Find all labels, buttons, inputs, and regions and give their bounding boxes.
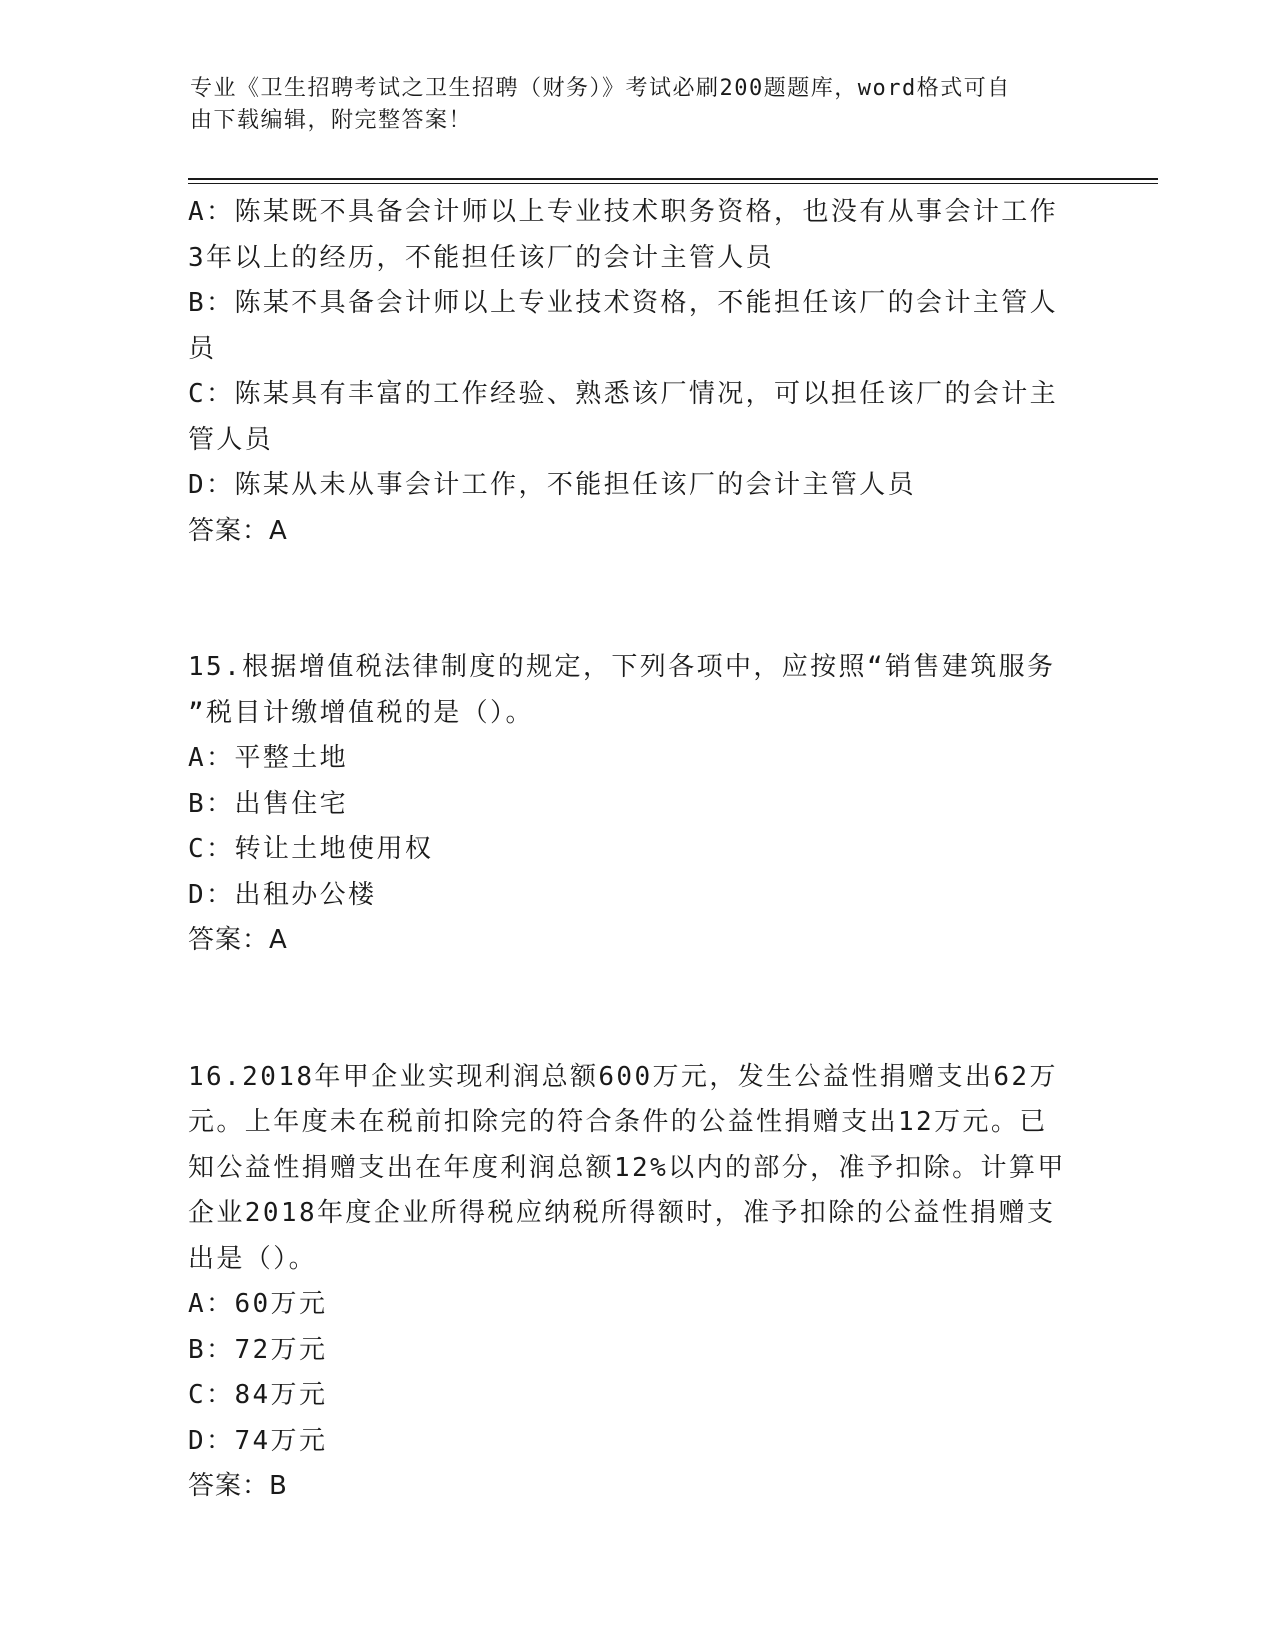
q16-stem-line-5: 出是（）。 bbox=[188, 1243, 318, 1274]
question-spacer bbox=[188, 964, 1088, 1055]
q15-answer: 答案：A bbox=[188, 925, 288, 955]
q16-stem-line-2: 元。上年度未在税前扣除完的符合条件的公益性捐赠支出12万元。已 bbox=[188, 1107, 1048, 1137]
question-15-block bbox=[188, 645, 1088, 964]
header-line-1: 专业《卫生招聘考试之卫生招聘（财务）》考试必刷200题题库，word格式可自 bbox=[190, 76, 1011, 101]
q16-option-a: A：60万元 bbox=[188, 1289, 328, 1319]
header-line-2: 由下载编辑，附完整答案！ bbox=[190, 108, 473, 133]
q16-stem-line-1: 16.2018年甲企业实现利润总额600万元，发生公益性捐赠支出62万 bbox=[188, 1061, 1058, 1092]
q16-option-c: C：84万元 bbox=[188, 1380, 328, 1410]
q15-option-b: B：出售住宅 bbox=[188, 788, 349, 819]
document-header bbox=[190, 73, 1090, 137]
header-divider-thin bbox=[188, 183, 1158, 184]
q14-option-c-line-1: C：陈某具有丰富的工作经验、熟悉该厂情况，可以担任该厂的会计主 bbox=[188, 379, 1059, 409]
q14-option-a-line-1: A：陈某既不具备会计师以上专业技术职务资格，也没有从事会计工作 bbox=[188, 197, 1059, 227]
q15-option-a: A：平整土地 bbox=[188, 743, 349, 773]
q16-option-b: B：72万元 bbox=[188, 1334, 328, 1365]
question-14-block bbox=[188, 190, 1088, 554]
q16-answer: 答案：B bbox=[188, 1471, 288, 1501]
q14-option-a-line-2: 3年以上的经历，不能担任该厂的会计主管人员 bbox=[188, 242, 775, 273]
q15-option-c: C：转让土地使用权 bbox=[188, 834, 434, 864]
question-content bbox=[188, 190, 1088, 1510]
header-divider-thick bbox=[188, 178, 1158, 180]
q16-stem-line-3: 知公益性捐赠支出在年度利润总额12%以内的部分，准予扣除。计算甲 bbox=[188, 1152, 1066, 1183]
q15-stem-line-1: 15.根据增值税法律制度的规定，下列各项中，应按照“销售建筑服务 bbox=[188, 652, 1056, 682]
q15-option-d: D：出租办公楼 bbox=[188, 879, 377, 910]
q14-option-c-line-2: 管人员 bbox=[188, 424, 274, 455]
q14-option-b-line-2: 员 bbox=[188, 333, 217, 364]
q14-option-b-line-1: B：陈某不具备会计师以上专业技术资格，不能担任该厂的会计主管人 bbox=[188, 288, 1059, 318]
question-16-block bbox=[188, 1055, 1088, 1510]
q16-option-d: D：74万元 bbox=[188, 1425, 328, 1456]
question-spacer bbox=[188, 554, 1088, 645]
q15-stem-line-2: ”税目计缴增值税的是（）。 bbox=[188, 697, 534, 728]
q16-stem-line-4: 企业2018年度企业所得税应纳税所得额时，准予扣除的公益性捐赠支 bbox=[188, 1198, 1056, 1228]
q14-answer: 答案：A bbox=[188, 515, 288, 546]
q14-option-d: D：陈某从未从事会计工作，不能担任该厂的会计主管人员 bbox=[188, 470, 917, 500]
